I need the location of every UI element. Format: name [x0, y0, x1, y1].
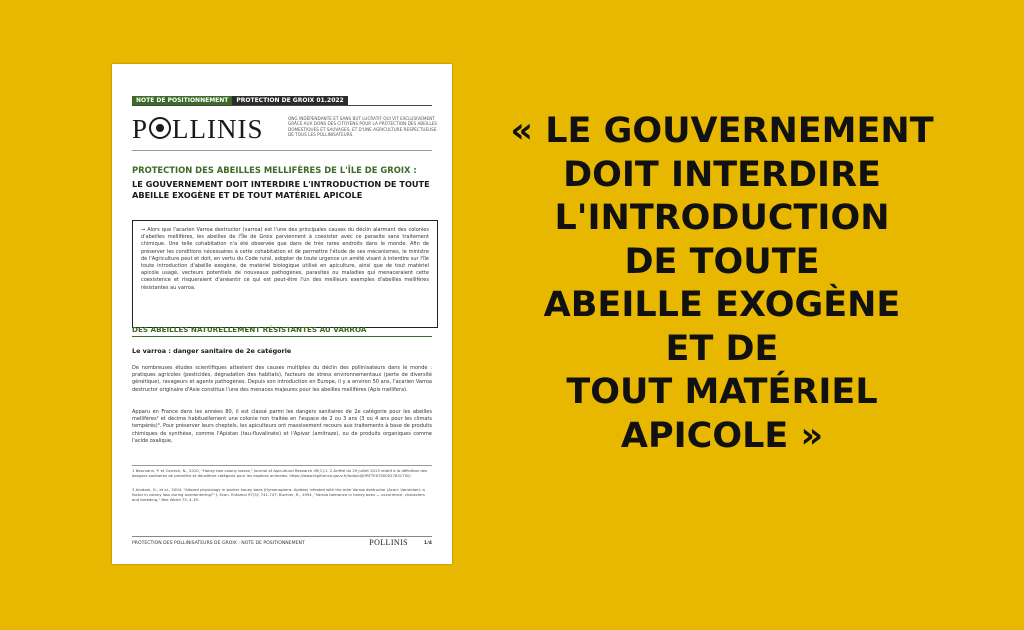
document-tag-bar: [132, 96, 348, 105]
tag-note-de-positionnement: NOTE DE POSITIONNEMENT: [132, 96, 232, 105]
section-title: DES ABEILLES NATURELLEMENT RÉSISTANTES AU VARROA: [132, 325, 367, 334]
document-page-preview: [112, 64, 452, 564]
organisation-blurb: ONG INDÉPENDANTE ET SANS BUT LUCRATIF QUI VIT EXCLUSIVEMENT GRÂCE AUX DONS DES CITOYENS POUR LA PROTECTION DES ABEILLES DOMESTIQUES ET SAUVAGES, ET D'UNE AGRICULTURE RESPECTUEUSE DE TOUS LES POLLINISATEURS.: [288, 116, 438, 138]
body-paragraph-1: De nombreuses études scientifiques attestent des causes multiples du déclin des pollinisateurs dans le monde : pratiques agricoles (pesticides, dégradation des habitats), facteurs de stress environnementaux (perte de diversité génétique), ravageurs et agents pathogènes. Depuis son introduction en Europe, il y a environ 50 ans, l'acarien Varroa destructor originaire d'Asie constitue l'une des menaces majeures pour les abeilles mellifères (Apis mellifera).: [132, 365, 432, 393]
header-divider: [132, 105, 432, 106]
footer-logo: POLLINIS: [369, 538, 408, 547]
body-paragraph-2: Apparu en France dans les années 80, il est classé parmi les dangers sanitaires de 2e catégorie pour les abeilles mellifères² et décime habituellement une colonie non traitée en l'espace de 2 ou 3 ans (3 ou 4 ans pour les climats tempérés)³. Pour préserver leurs cheptels, les apiculteurs ont massivement recours aux traitements à base de produits chimiques de synthèse, comme l'Apistan (tau-fluvalinate) et l'Apivar (amitraze), ou de produits organiques comme l'acide oxalique,: [132, 409, 432, 444]
document-headline-green: PROTECTION DES ABEILLES MELLIFÈRES DE L'ÎLE DE GROIX :: [132, 165, 417, 175]
footer-title: PROTECTION DES POLLINISATEURS DE GROIX : NOTE DE POSITIONNEMENT: [132, 541, 305, 546]
pull-quote: [490, 110, 954, 458]
summary-box: [132, 220, 438, 328]
document-footer: [132, 536, 432, 547]
quote-line: ABEILLE EXOGÈNE: [543, 285, 901, 325]
quote-line: « LE GOUVERNEMENT: [510, 111, 934, 151]
subsection-title: Le varroa : danger sanitaire de 2e catégorie: [132, 347, 292, 355]
quote-line: TOUT MATÉRIEL: [566, 372, 878, 412]
quote-line: DOIT INTERDIRE: [563, 154, 881, 195]
footnote-2: 3 Amdam, G., et al., 2004, "Altered physiology in worker honey bees (Hymenoptera: Apidae) infested with the mite Varroa destructor (Acari: Varroidae): a factor in colony loss during overwintering?" J. Econ. Entomol 97(3): 741-747; Buchler, R., 1994, "Varroa tolerance in honey bees — occurrence, characters and breeding," Bee World 75, 4-19.: [132, 487, 425, 502]
section-divider: [132, 336, 432, 337]
logo-text-end: LLINIS: [172, 114, 264, 144]
quote-line: L'INTRODUCTION: [554, 198, 890, 238]
summary-text: Alors que l'acarien Varroa destructor (varroa) est l'une des principales causes du déclin alarmant des colonies d'abeilles mellifères, les abeilles de l'Île de Groix parviennent à coexister avec ce parasite sans traitement chimique. Une telle cohabitation n'a été observée que dans de très rares endroits dans le monde. Afin de préserver les conditions nécessaires à cette cohabitation et de permettre l'étude de ses mécanismes, le ministre de l'Agriculture peut et doit, en vertu du Code rural, adopter de toute urgence un arrêté visant à interdire sur l'île toute introduction d'abeille exogène, de matériel biologique utilisé en apiculture, ainsi que de tout matériel apicole usagé, vecteurs potentiels de nouveaux pathogènes, parasites ou maladies qui menaceraient cette coexistence et risqueraient d'anéantir ce qui est peut-être l'un des meilleurs exemples d'abeilles mellifères résistantes au varroa.: [141, 227, 429, 291]
quote-line: DE TOUTE: [624, 241, 820, 282]
logo-divider: [132, 150, 432, 151]
pollinis-logo: [132, 114, 264, 145]
quote-line: ET DE: [665, 328, 779, 369]
logo-text-start: P: [132, 114, 149, 144]
quote-line: APICOLE »: [620, 415, 824, 456]
tag-protection-de-groix: PROTECTION DE GROIX 01.2022: [232, 96, 347, 105]
page-number: 1/4: [423, 541, 432, 546]
arrow-right-icon: →: [141, 227, 146, 233]
document-headline: LE GOUVERNEMENT DOIT INTERDIRE L'INTRODUCTION DE TOUTE ABEILLE EXOGÈNE ET DE TOUT MATÉRIEL APICOLE: [132, 179, 430, 200]
bee-logo-icon: [149, 117, 171, 139]
footnote-1: 1 Neumann, P. et Carreck, N., 2010, "Honey bee colony losses," Journal of Apicultural Research 49(1):1. 2 Arrêté du 29 juillet 2013 relatif à la définition des dangers sanitaires de première et deuxième catégorie pour les espèces animales. https://www.legifrance.gouv.fr/loda/id/JORFTEXT000027831750/: [132, 465, 432, 478]
